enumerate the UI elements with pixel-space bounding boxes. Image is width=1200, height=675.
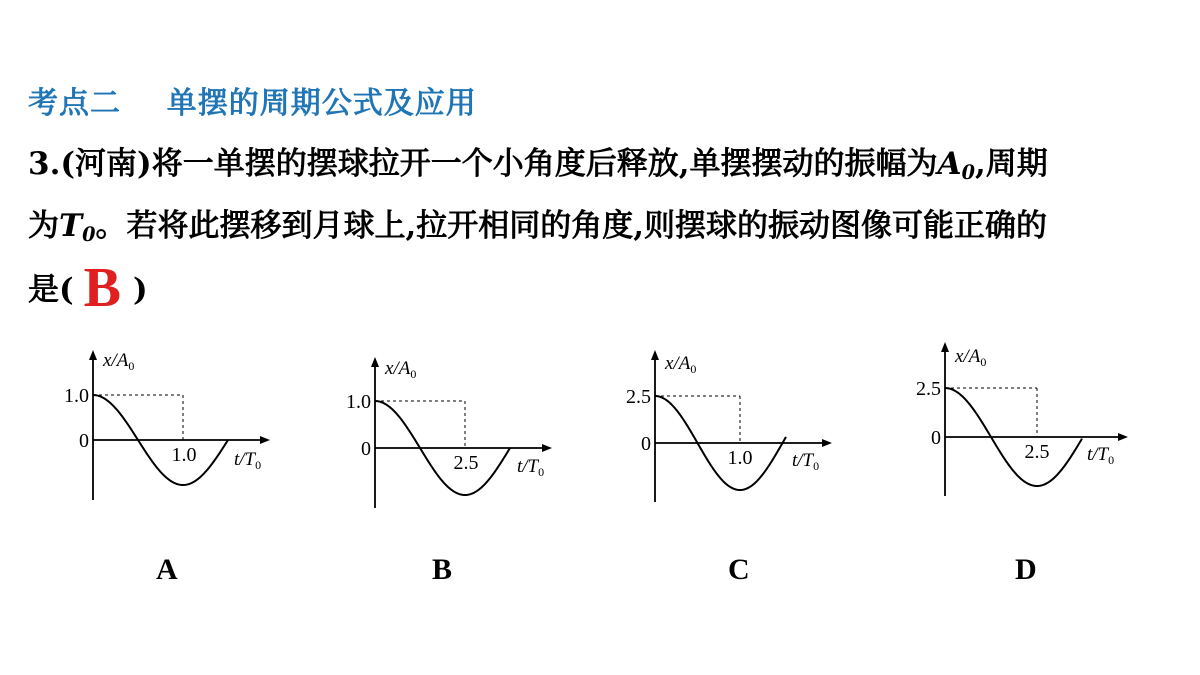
origin-label: 0 (361, 438, 371, 460)
x-axis-label: $t/T_0$ (1087, 444, 1115, 467)
y-axis-label: $x/A_0$ (385, 358, 417, 381)
x-tick-label: 1.0 (171, 444, 197, 466)
y-axis-arrow-icon (651, 350, 659, 360)
question-text: ) (133, 272, 148, 308)
x-axis-label: $t/T_0$ (234, 449, 262, 472)
question-text: 是( (28, 272, 74, 308)
question-text: ,周期 (974, 146, 1048, 182)
section-heading: 考点二 单摆的周期公式及应用 (28, 86, 477, 121)
x-axis-arrow-icon (1118, 433, 1128, 441)
y-axis-label: $x/A_0$ (665, 353, 697, 376)
graph-option-a (64, 350, 270, 500)
y-tick-label: 2.5 (626, 386, 651, 408)
amplitude-variable: A0 (937, 146, 975, 184)
period-variable: T0 (59, 208, 96, 246)
y-axis-arrow-icon (89, 350, 97, 360)
origin-label: 0 (641, 433, 651, 455)
y-axis-label: $x/A_0$ (955, 346, 987, 369)
question-text: 3.(河南)将一单摆的摆球拉开一个小角度后释放,单摆摆动的振幅为 (28, 146, 938, 182)
x-axis-label: $t/T_0$ (517, 456, 545, 479)
x-tick-label: 2.5 (453, 452, 479, 474)
x-tick-label: 2.5 (1024, 441, 1050, 463)
graph-option-b (346, 357, 552, 508)
option-label-d[interactable]: D (1015, 553, 1037, 586)
answer-mark: B (83, 257, 122, 319)
y-tick-label: 2.5 (916, 378, 941, 400)
origin-label: 0 (931, 427, 941, 449)
graph-option-d (916, 342, 1128, 496)
question-text: 为 (28, 208, 59, 244)
y-axis-arrow-icon (371, 357, 379, 367)
x-axis-arrow-icon (542, 444, 552, 452)
x-tick-label: 1.0 (727, 447, 753, 469)
origin-label: 0 (79, 430, 89, 452)
y-tick-label: 1.0 (346, 391, 371, 413)
x-axis-arrow-icon (822, 439, 832, 447)
y-axis-arrow-icon (941, 342, 949, 352)
y-tick-label: 1.0 (64, 385, 89, 407)
graph-option-c (626, 350, 832, 502)
x-axis-label: $t/T_0$ (792, 450, 820, 473)
y-axis-label: $x/A_0$ (103, 350, 135, 373)
question-text: 。若将此摆移到月球上,拉开相同的角度,则摆球的振动图像可能正确的 (95, 208, 1048, 244)
x-axis-arrow-icon (260, 436, 270, 444)
option-label-b[interactable]: B (432, 553, 453, 586)
option-label-c[interactable]: C (728, 553, 750, 586)
option-label-a[interactable]: A (156, 553, 178, 586)
